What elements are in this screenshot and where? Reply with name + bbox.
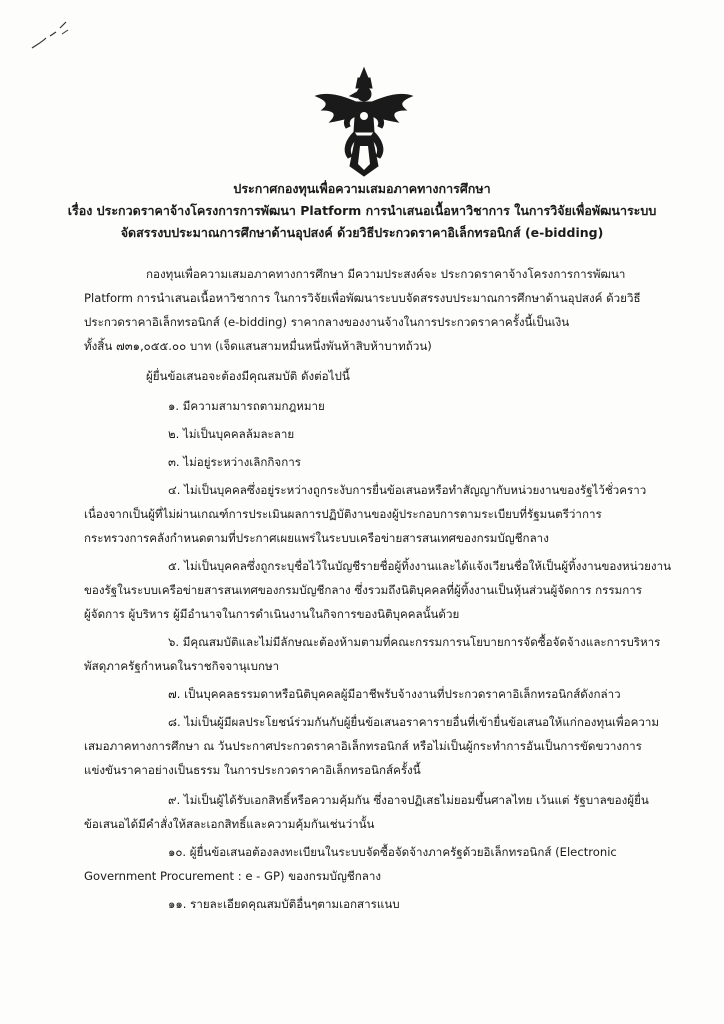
qualification-item-4-line-2: เนื่องจากเป็นผู้ที่ไม่ผ่านเกณฑ์การประเมินผลการปฏิบัติงานของผู้ประกอบการตามระเบียบที่รัฐมนตรีว่าการ xyxy=(84,507,602,521)
qualification-item-5-line-3: ผู้จัดการ ผู้บริหาร ผู้มีอำนาจในการดำเนินงานในกิจการของนิติบุคคลนั้นด้วย xyxy=(84,607,460,621)
qualification-heading: ผู้ยื่นข้อเสนอจะต้องมีคุณสมบัติ ดังต่อไปนี้ xyxy=(146,369,350,383)
qualification-item-5-line-1: ๕. ไม่เป็นบุคคลซึ่งถูกระบุชื่อไว้ในบัญชีรายชื่อผู้ทิ้งงานและได้แจ้งเวียนชื่อให้เป็นผู้ทิ้งงานของหน่วยงาน xyxy=(168,559,672,573)
qualification-item-3: ๓. ไม่อยู่ระหว่างเลิกกิจการ xyxy=(168,455,301,469)
qualification-item-6-line-2: พัสดุภาครัฐกำหนดในราชกิจจานุเบกษา xyxy=(84,659,280,673)
qualification-item-10-line-1: ๑๐. ผู้ยื่นข้อเสนอต้องลงทะเบียนในระบบจัดซื้อจัดจ้างภาครัฐด้วยอิเล็กทรอนิกส์ (Electronic xyxy=(168,845,617,859)
qualification-item-8-line-2: เสมอภาคทางการศึกษา ณ วันประกาศประกวดราคาอิเล็กทรอนิกส์ หรือไม่เป็นผู้กระทำการอันเป็นการขัดขวางการ xyxy=(84,739,642,753)
qualification-item-8-line-1: ๘. ไม่เป็นผู้มีผลประโยชน์ร่วมกันกับผู้ยื่นข้อเสนอราคารายอื่นที่เข้ายื่นข้อเสนอให้แก่กองทุนเพื่อความ xyxy=(168,715,660,729)
qualification-item-9-line-1: ๙. ไม่เป็นผู้ได้รับเอกสิทธิ์หรือความคุ้มกัน ซึ่งอาจปฏิเสธไม่ยอมขึ้นศาลไทย เว้นแต่ รัฐบาลของผู้ยื่น xyxy=(168,793,649,807)
qualification-item-11: ๑๑. รายละเอียดคุณสมบัติอื่นๆตามเอกสารแนบ xyxy=(168,897,400,911)
intro-line-3: ประกวดราคาอิเล็กทรอนิกส์ (e-bidding) ราคากลางของงานจ้างในการประกวดราคาครั้งนี้เป็นเงิน xyxy=(84,315,570,329)
qualification-item-10-line-2: Government Procurement : e - GP) ของกรมบัญชีกลาง xyxy=(84,869,382,883)
announcement-title: ประกาศกองทุนเพื่อความเสมอภาคทางการศึกษา xyxy=(233,181,491,196)
intro-line-2: Platform การนำเสนอเนื้อหาวิชาการ ในการวิจัยเพื่อพัฒนาระบบจัดสรรงบประมาณการศึกษาด้านอุปสงค์ ด้วยวิธี xyxy=(84,291,641,305)
qualification-item-6-line-1: ๖. มีคุณสมบัติและไม่มีลักษณะต้องห้ามตามที่คณะกรรมการนโยบายการจัดซื้อจัดจ้างและการบริหาร xyxy=(168,635,661,649)
intro-line-1: กองทุนเพื่อความเสมอภาคทางการศึกษา มีความประสงค์จะ ประกวดราคาจ้างโครงการการพัฒนา xyxy=(146,267,626,281)
qualification-item-4-line-1: ๔. ไม่เป็นบุคคลซึ่งอยู่ระหว่างถูกระงับการยื่นข้อเสนอหรือทำสัญญากับหน่วยงานของรัฐไว้ชั่วคราว xyxy=(168,483,647,497)
qualification-item-2: ๒. ไม่เป็นบุคคลล้มละลาย xyxy=(168,427,295,441)
handwritten-mark xyxy=(26,18,76,58)
qualification-item-8-line-3: แข่งขันราคาอย่างเป็นธรรม ในการประกวดราคาอิเล็กทรอนิกส์ครั้งนี้ xyxy=(84,763,421,777)
qualification-item-5-line-2: ของรัฐในระบบเครือข่ายสารสนเทศของกรมบัญชีกลาง ซึ่งรวมถึงนิติบุคคลที่ผู้ทิ้งงานเป็นหุ้นส่วนผู้จัดการ กรรมการ xyxy=(84,583,642,597)
qualification-item-4-line-3: กระทรวงการคลังกำหนดตามที่ประกาศเผยแพร่ในระบบเครือข่ายสารสนเทศของกรมบัญชีกลาง xyxy=(84,531,549,545)
intro-line-4: ทั้งสิ้น ๗๓๑,๐๕๕.๐๐ บาท (เจ็ดแสนสามหมื่นหนึ่งพันห้าสิบห้าบาทถ้วน) xyxy=(84,339,432,353)
qualification-item-7: ๗. เป็นบุคคลธรรมดาหรือนิติบุคคลผู้มีอาชีพรับจ้างงานที่ประกวดราคาอิเล็กทรอนิกส์ดังกล่าว xyxy=(168,687,621,701)
announcement-subject-line2: จัดสรรงบประมาณการศึกษาด้านอุปสงค์ ด้วยวิธีประกวดราคาอิเล็กทรอนิกส์ (e-bidding) xyxy=(120,225,604,240)
qualification-item-1: ๑. มีความสามารถตามกฎหมาย xyxy=(168,399,325,413)
garuda-emblem-icon xyxy=(312,66,416,178)
announcement-subject-line1: เรื่อง ประกวดราคาจ้างโครงการการพัฒนา Platform การนำเสนอเนื้อหาวิชาการ ในการวิจัยเพื่อพัฒนาระบบ xyxy=(67,203,657,218)
qualification-item-9-line-2: ข้อเสนอได้มีคำสั่งให้สละเอกสิทธิ์และความคุ้มกันเช่นว่านั้น xyxy=(84,817,375,831)
